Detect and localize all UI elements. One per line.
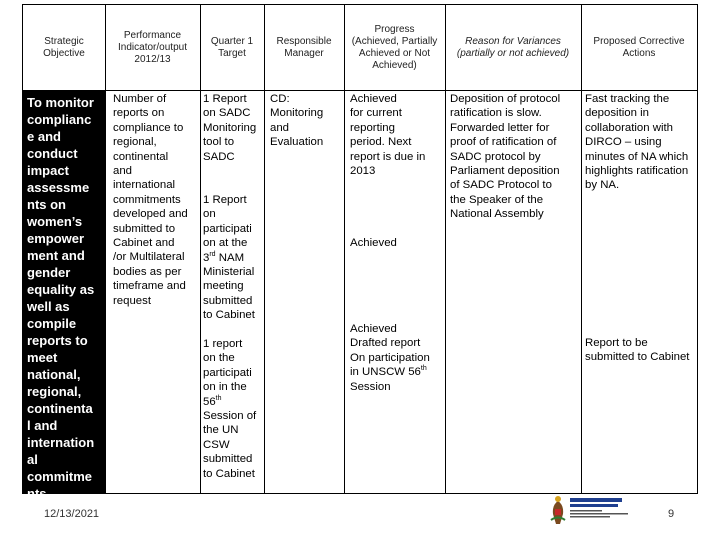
column-divider	[445, 5, 446, 493]
header-proposed-corrective-actions: Proposed Corrective Actions	[593, 36, 685, 59]
strategic-objective-cell: To monitor complianc e and conduct impact assessme nts on women’s empower ment and gender equality as well as compile reports to meet national, regional, continenta l and internation al commitme nts	[23, 91, 105, 493]
column-divider	[264, 5, 265, 493]
department-logo	[548, 494, 648, 526]
reason-cell: Deposition of protocol ratification is slow. Forwarded letter for proof of ratification of SADC protocol by Parliament deposition of SADC Protocol to the Speaker of the National Assembly	[450, 93, 561, 221]
page-number: 9	[668, 508, 675, 520]
column-divider	[344, 5, 345, 493]
header-reason-for-variances: Reason for Variances (partially or not achieved)	[456, 36, 570, 59]
footer-date: 12/13/2021	[44, 508, 100, 520]
table-header-row	[23, 5, 697, 91]
header-progress: Progress (Achieved, Partially Achieved or Not Achieved)	[351, 24, 438, 71]
target-cell-1: 1 Report on SADC Monitoring tool to SADC	[203, 93, 257, 163]
coat-of-arms-icon	[548, 494, 648, 526]
column-divider	[581, 5, 582, 493]
header-responsible-manager: Responsible Manager	[276, 36, 332, 59]
column-divider	[200, 5, 201, 493]
corrective-action-cell-1: Fast tracking the deposition in collaboration with DIRCO – using minutes of NA which highlights ratification by NA.	[585, 93, 689, 192]
target-cell-2: 1 Report on participati on at the 3rd NAM Ministerial meeting submitted to Cabinet	[203, 194, 255, 322]
progress-cell-3: Achieved Drafted report On participation in UNSCW 56th Session	[350, 323, 430, 393]
target-cell-3: 1 report on the participati on in the 56th Session of the UN CSW submitted to Cabinet	[203, 338, 257, 480]
header-performance-indicator: Performance Indicator/output 2012/13	[118, 30, 187, 65]
performance-indicator-cell: Number of reports on compliance to regional, continental and international commitments developed and submitted to Cabinet and /or Multilateral bodies as per timeframe and request	[113, 93, 188, 307]
header-strategic-objective: Strategic Objective	[43, 36, 85, 59]
objectives-table	[22, 4, 698, 501]
column-divider	[105, 5, 106, 493]
responsible-manager-cell: CD: Monitoring and Evaluation	[270, 93, 324, 149]
progress-cell-1: Achieved for current reporting period. Next report is due in 2013	[350, 93, 426, 178]
header-quarter-target: Quarter 1 Target	[210, 36, 254, 59]
corrective-action-cell-2: Report to be submitted to Cabinet	[585, 337, 690, 364]
progress-cell-2: Achieved	[350, 237, 397, 249]
